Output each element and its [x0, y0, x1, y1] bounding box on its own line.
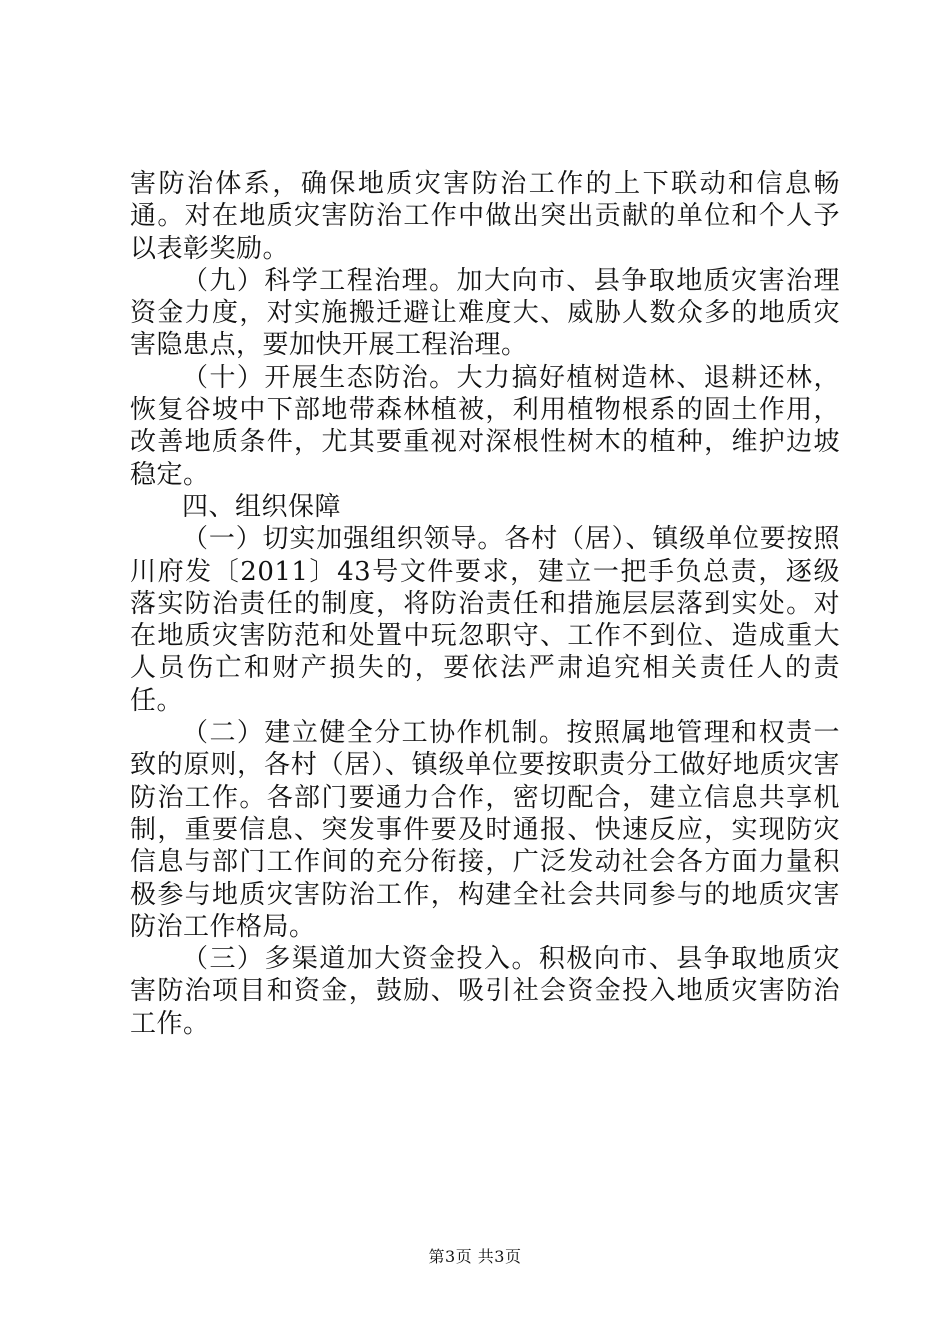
paragraph-continuation: 害防治体系，确保地质灾害防治工作的上下联动和信息畅通。对在地质灾害防治工作中做出突出贡献的单位和个人予以表彰奖励。: [130, 169, 840, 264]
paragraph-cooperation: （二）建立健全分工协作机制。按照属地管理和权责一致的原则，各村（居）、镇级单位要按职责分工做好地质灾害防治工作。各部门要通力合作，密切配合，建立信息共享机制，重要信息、突发事件要及时通报、快速反应，实现防灾信息与部门工作间的充分衔接，广泛发动社会各方面力量积极参与地质灾害防治工作，构建全社会共同参与的地质灾害防治工作格局。: [130, 718, 840, 942]
page-footer: 第3页 共3页: [428, 1247, 522, 1266]
paragraph-funding: （三）多渠道加大资金投入。积极向市、县争取地质灾害防治项目和资金，鼓励、吸引社会资金投入地质灾害防治工作。: [130, 944, 840, 1039]
section-heading-organization: 四、组织保障: [182, 491, 342, 522]
document-body: [130, 168, 840, 1040]
paragraph-engineering-treatment: （九）科学工程治理。加大向市、县争取地质灾害治理资金力度，对实施搬迁避让难度大、威胁人数众多的地质灾害隐患点，要加快开展工程治理。: [130, 265, 840, 361]
paragraph-ecological-prevention: （十）开展生态防治。大力搞好植树造林、退耕还林，恢复谷坡中下部地带森林植被，利用植物根系的固土作用，改善地质条件，尤其要重视对深根性树木的植种，维护边坡稳定。: [130, 362, 840, 490]
paragraph-leadership: （一）切实加强组织领导。各村（居）、镇级单位要按照川府发〔2011〕43号文件要求，建立一把手负总责，逐级落实防治责任的制度，将防治责任和措施层层落到实处。对在地质灾害防范和处置中玩忽职守、工作不到位、造成重大人员伤亡和财产损失的，要依法严肃追究相关责任人的责任。: [130, 524, 840, 716]
